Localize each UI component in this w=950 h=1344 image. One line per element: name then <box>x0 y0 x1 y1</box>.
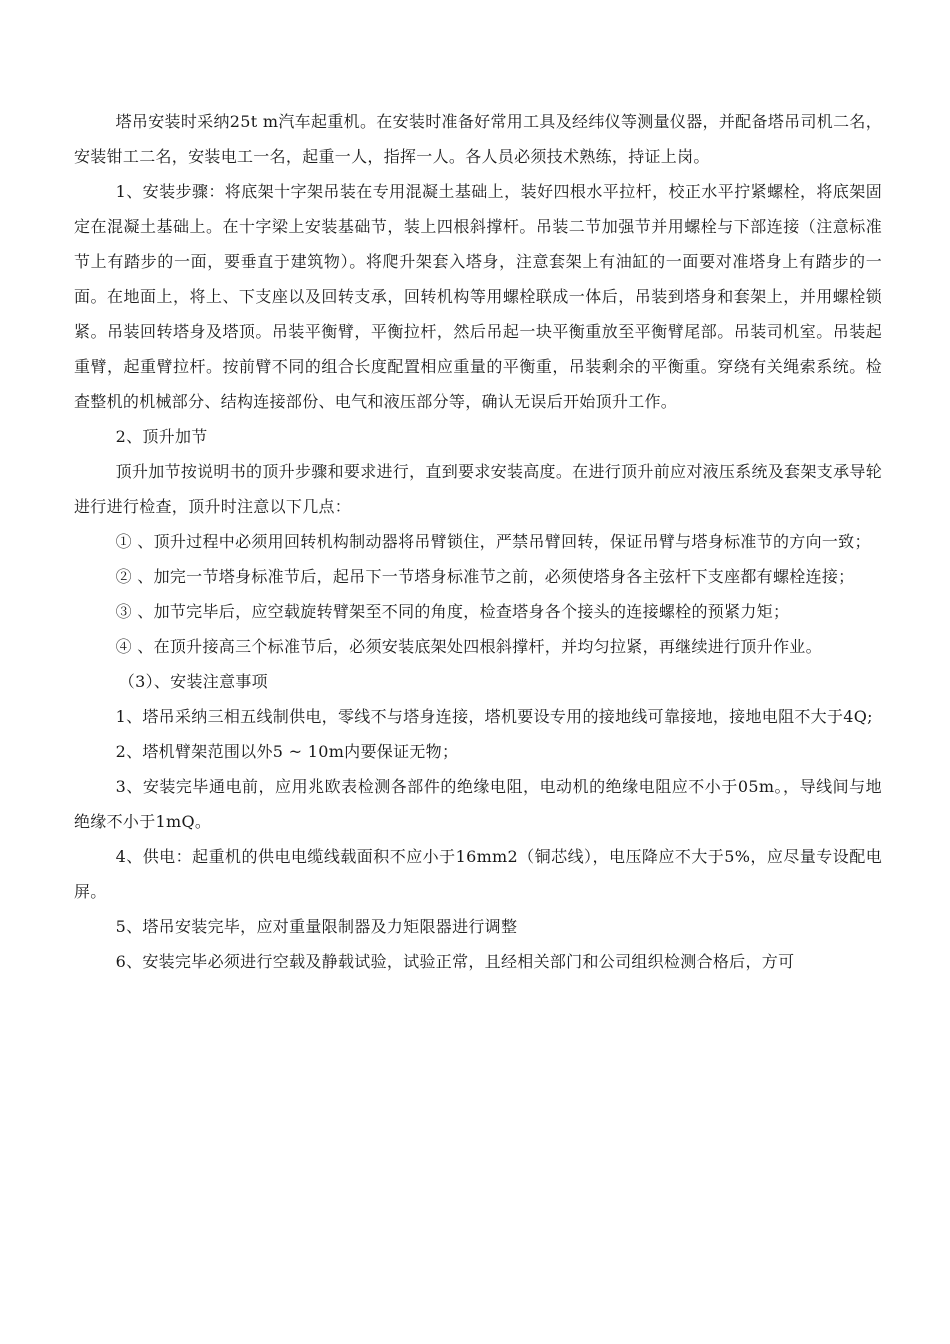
list-item-jacking-1: ① 、顶升过程中必须用回转机构制动器将吊臂锁住，严禁吊臂回转，保证吊臂与塔身标准节的方向一致； <box>115 532 871 551</box>
paragraph-installation-steps: 1、安装步骤：将底架十字架吊装在专用混凝土基础上，装好四根水平拉杆，校正水平拧紧螺栓，将底架固定在混凝土基础上。在十字梁上安装基础节，装上四根斜撑杆。吊装二节加强节并用螺栓与下部连接（注意标准节上有踏步的一面，要垂直于建筑物）。将爬升架套入塔身，注意套架上有油缸的一面要对准塔身上有踏步的一面。在地面上，将上、下支座以及回转支承，回转机构等用螺栓联成一体后，吊装到塔身和套架上，并用螺栓锁紧。吊装回转塔身及塔顶。吊装平衡臂，平衡拉杆，然后吊起一块平衡重放至平衡臂尾部。吊装司机室。吊装起重臂，起重臂拉杆。按前臂不同的组合长度配置相应重量的平衡重，吊装剩余的平衡重。穿绕有关绳索系统。检查整机的机械部分、结构连接部份、电气和液压部分等，确认无误后开始顶升工作。 <box>74 182 882 411</box>
list-item-precaution-6: 6、安装完毕必须进行空载及静载试验，试验正常，且经相关部门和公司组织检测合格后，方可 <box>115 952 795 971</box>
list-item-precaution-4: 4、供电：起重机的供电电缆线载面积不应小于16mm2（铜芯线），电压降应不大于5%，应尽量专设配电屏。 <box>74 847 882 901</box>
list-item-jacking-3: ③ 、加节完毕后，应空载旋转臂架至不同的角度，检查塔身各个接头的连接螺栓的预紧力矩； <box>115 602 790 621</box>
document-body <box>74 104 882 979</box>
list-item-precaution-5: 5、塔吊安装完毕，应对重量限制器及力矩限器进行调整 <box>115 917 518 936</box>
heading-precautions: （3）、安装注意事项 <box>118 672 268 691</box>
list-item-jacking-2: ② 、加完一节塔身标准节后，起吊下一节塔身标准节之前，必须使塔身各主弦杆下支座都有螺栓连接； <box>115 567 855 586</box>
list-item-precaution-1: 1、塔吊采纳三相五线制供电，零线不与塔身连接，塔机要设专用的接地线可靠接地，接地电阻不大于4Q; <box>115 707 873 726</box>
list-item-precaution-2: 2、塔机臂架范围以外5 ~ 10m内要保证无物； <box>115 742 459 761</box>
heading-jacking: 2、顶升加节 <box>115 427 208 446</box>
list-item-jacking-4: ④ 、在顶升接高三个标准节后，必须安装底架处四根斜撑杆，并均匀拉紧，再继续进行顶升作业。 <box>115 637 822 656</box>
list-item-precaution-3: 3、安装完毕通电前，应用兆欧表检测各部件的绝缘电阻，电动机的绝缘电阻应不小于05m。，导线间与地绝缘不小于1mQ。 <box>74 777 882 831</box>
paragraph-intro: 塔吊安装时采纳25t m汽车起重机。在安装时准备好常用工具及经纬仪等测量仪器，并配备塔吊司机二名，安装钳工二名，安装电工一名，起重一人，指挥一人。各人员必须技术熟练，持证上岗。 <box>74 112 882 166</box>
paragraph-jacking-intro: 顶升加节按说明书的顶升步骤和要求进行，直到要求安装高度。在进行顶升前应对液压系统及套架支承导轮进行进行检查，顶升时注意以下几点： <box>74 462 882 516</box>
